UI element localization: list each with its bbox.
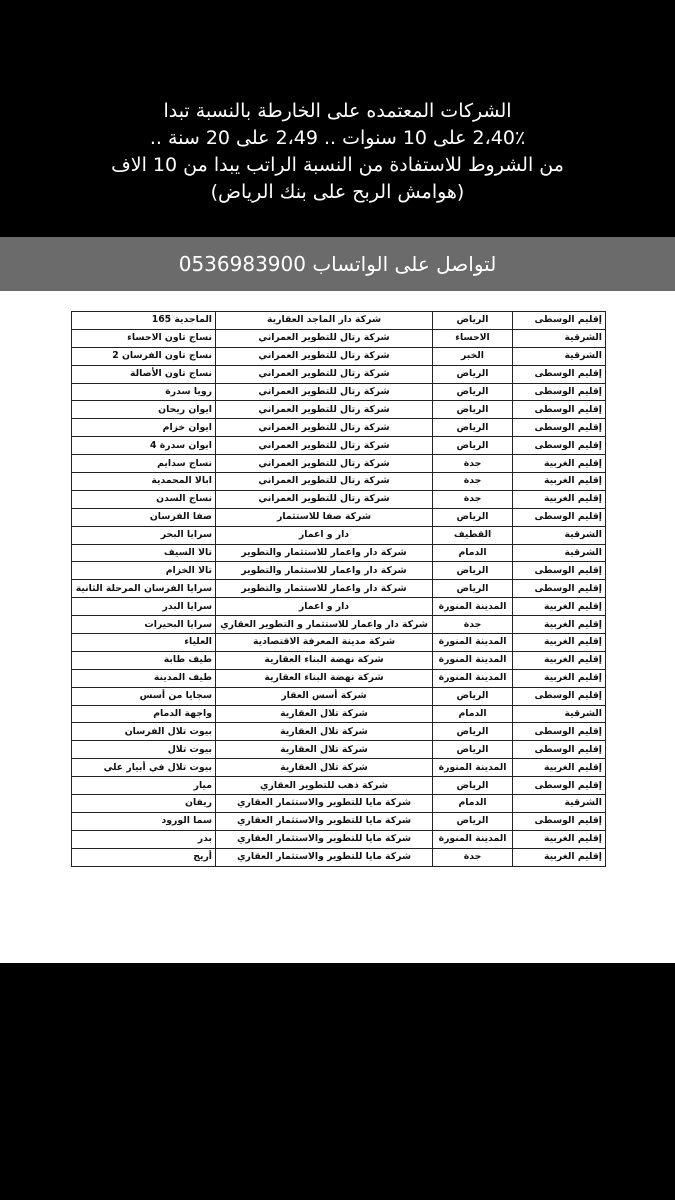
cell-project: بيوت تلال في أبيار علي xyxy=(72,759,216,777)
cell-region: إقليم الغربية xyxy=(513,490,606,508)
cell-company: شركة ذهب للتطوير العقاري xyxy=(216,777,433,795)
cell-region: الشرقية xyxy=(513,544,606,562)
cell-company: شركة صفا للاستثمار xyxy=(216,508,433,526)
cell-company: شركة دار واعمار للاستثمار والتطوير xyxy=(216,562,433,580)
cell-city: الاحساء xyxy=(433,329,513,347)
table-row xyxy=(72,490,606,508)
whatsapp-contact-banner: لتواصل على الواتساب 0536983900 xyxy=(0,237,675,291)
cell-project: نساج تاون الأصالة xyxy=(72,365,216,383)
cell-company: شركة رتال للتطوير العمراني xyxy=(216,329,433,347)
cell-region: إقليم الوسطى xyxy=(513,687,606,705)
table-row xyxy=(72,669,606,687)
cell-company: شركة تلال العقارية xyxy=(216,759,433,777)
approved-companies-table xyxy=(71,311,606,867)
header-line: من الشروط للاستفادة من النسبة الراتب يبدا من 10 الاف xyxy=(111,154,564,176)
cell-company: شركة رتال للتطوير العمراني xyxy=(216,473,433,491)
cell-region: إقليم الغربية xyxy=(513,634,606,652)
cell-city: الدمام xyxy=(433,795,513,813)
cell-city: الرياض xyxy=(433,383,513,401)
cell-project: ميار xyxy=(72,777,216,795)
cell-company: شركة رتال للتطوير العمراني xyxy=(216,490,433,508)
cell-company: دار و اعمار xyxy=(216,526,433,544)
table-row xyxy=(72,741,606,759)
table-row xyxy=(72,705,606,723)
cell-city: الرياض xyxy=(433,562,513,580)
cell-city: المدينة المنورة xyxy=(433,598,513,616)
cell-region: الشرقية xyxy=(513,329,606,347)
cell-project: أريج xyxy=(72,848,216,866)
cell-company: شركة تلال العقارية xyxy=(216,741,433,759)
table-row xyxy=(72,526,606,544)
table-row xyxy=(72,347,606,365)
cell-project: بيوت تلال الفرسان xyxy=(72,723,216,741)
cell-company: شركة رتال للتطوير العمراني xyxy=(216,365,433,383)
table-row xyxy=(72,455,606,473)
cell-city: الرياض xyxy=(433,812,513,830)
cell-city: الرياض xyxy=(433,741,513,759)
table-row xyxy=(72,759,606,777)
table-row xyxy=(72,580,606,598)
cell-company: شركة دار واعمار للاستثمار و التطوير العقاري xyxy=(216,616,433,634)
cell-project: سرايا الفرسان المرحلة الثانية xyxy=(72,580,216,598)
header-line: الشركات المعتمده على الخارطة بالنسبة تبدا xyxy=(163,100,512,122)
cell-city: المدينة المنورة xyxy=(433,669,513,687)
cell-project: واجهة الدمام xyxy=(72,705,216,723)
cell-project: الماجدية 165 xyxy=(72,312,216,330)
cell-company: شركة رتال للتطوير العمراني xyxy=(216,437,433,455)
cell-region: الشرقية xyxy=(513,795,606,813)
cell-project: ايوان سدرة 4 xyxy=(72,437,216,455)
table-row xyxy=(72,687,606,705)
header-line: 2،40٪ على 10 سنوات .. 2،49 على 20 سنة .. xyxy=(149,127,526,149)
cell-project: طيف المدينة xyxy=(72,669,216,687)
cell-city: المدينة المنورة xyxy=(433,634,513,652)
cell-region: إقليم الوسطى xyxy=(513,312,606,330)
cell-company: دار و اعمار xyxy=(216,598,433,616)
cell-company: شركة رتال للتطوير العمراني xyxy=(216,383,433,401)
cell-region: إقليم الوسطى xyxy=(513,812,606,830)
cell-company: شركة رتال للتطوير العمراني xyxy=(216,419,433,437)
document-sheet xyxy=(0,291,675,963)
cell-city: الرياض xyxy=(433,777,513,795)
cell-region: إقليم الغربية xyxy=(513,455,606,473)
cell-company: شركة تلال العقارية xyxy=(216,723,433,741)
cell-project: سرايا البحر xyxy=(72,526,216,544)
companies-table-wrapper xyxy=(71,311,606,867)
cell-city: الخبر xyxy=(433,347,513,365)
table-row xyxy=(72,848,606,866)
cell-region: إقليم الوسطى xyxy=(513,723,606,741)
cell-region: إقليم الوسطى xyxy=(513,508,606,526)
cell-company: شركة دار الماجد العقارية xyxy=(216,312,433,330)
cell-project: نساج تاون الفرسان 2 xyxy=(72,347,216,365)
cell-city: المدينة المنورة xyxy=(433,759,513,777)
cell-project: ايوان خزام xyxy=(72,419,216,437)
cell-city: الرياض xyxy=(433,401,513,419)
cell-city: الرياض xyxy=(433,437,513,455)
cell-city: جدة xyxy=(433,473,513,491)
cell-project: سرايا البدر xyxy=(72,598,216,616)
cell-company: شركة نهضة البناء العقارية xyxy=(216,651,433,669)
cell-region: إقليم الغربية xyxy=(513,651,606,669)
cell-region: إقليم الغربية xyxy=(513,616,606,634)
cell-city: جدة xyxy=(433,455,513,473)
cell-company: شركة نهضة البناء العقارية xyxy=(216,669,433,687)
cell-project: سجايا من أسس xyxy=(72,687,216,705)
cell-region: إقليم الوسطى xyxy=(513,580,606,598)
cell-project: تالا السيف xyxy=(72,544,216,562)
cell-project: سرايا البحيرات xyxy=(72,616,216,634)
cell-company: شركة تلال العقارية xyxy=(216,705,433,723)
table-row xyxy=(72,616,606,634)
cell-region: إقليم الغربية xyxy=(513,848,606,866)
table-row xyxy=(72,651,606,669)
table-row xyxy=(72,777,606,795)
cell-region: الشرقية xyxy=(513,705,606,723)
header-panel xyxy=(0,0,675,237)
cell-company: شركة رتال للتطوير العمراني xyxy=(216,347,433,365)
table-row xyxy=(72,723,606,741)
cell-region: إقليم الغربية xyxy=(513,830,606,848)
cell-region: إقليم الوسطى xyxy=(513,365,606,383)
cell-region: إقليم الغربية xyxy=(513,598,606,616)
cell-city: الرياض xyxy=(433,365,513,383)
header-line: (هوامش الربح على بنك الرياض) xyxy=(210,181,465,203)
table-row xyxy=(72,598,606,616)
table-row xyxy=(72,508,606,526)
cell-region: إقليم الوسطى xyxy=(513,437,606,455)
cell-region: إقليم الغربية xyxy=(513,759,606,777)
table-row xyxy=(72,544,606,562)
table-row xyxy=(72,329,606,347)
cell-project: تالا الخزام xyxy=(72,562,216,580)
cell-project: طيف طابة xyxy=(72,651,216,669)
cell-region: إقليم الوسطى xyxy=(513,562,606,580)
cell-project: ابالا المحمدية xyxy=(72,473,216,491)
cell-city: الرياض xyxy=(433,419,513,437)
cell-company: شركة رتال للتطوير العمراني xyxy=(216,401,433,419)
cell-project: بدر xyxy=(72,830,216,848)
cell-project: ايوان ريحان xyxy=(72,401,216,419)
cell-company: شركة مايا للتطوير والاستثمار العقاري xyxy=(216,812,433,830)
table-row xyxy=(72,795,606,813)
table-row xyxy=(72,437,606,455)
cell-company: شركة مايا للتطوير والاستثمار العقاري xyxy=(216,848,433,866)
header-text xyxy=(0,98,675,206)
table-row xyxy=(72,365,606,383)
cell-region: إقليم الوسطى xyxy=(513,419,606,437)
table-row xyxy=(72,383,606,401)
cell-city: القطيف xyxy=(433,526,513,544)
cell-project: سما الورود xyxy=(72,812,216,830)
cell-company: شركة دار واعمار للاستثمار والتطوير xyxy=(216,544,433,562)
cell-city: الرياض xyxy=(433,312,513,330)
cell-region: الشرقية xyxy=(513,526,606,544)
cell-project: صفا الفرسان xyxy=(72,508,216,526)
cell-city: جدة xyxy=(433,616,513,634)
bottom-black-area xyxy=(0,963,675,1200)
cell-city: المدينة المنورة xyxy=(433,830,513,848)
cell-city: الرياض xyxy=(433,580,513,598)
table-row xyxy=(72,419,606,437)
cell-region: إقليم الوسطى xyxy=(513,777,606,795)
cell-city: جدة xyxy=(433,848,513,866)
cell-region: إقليم الوسطى xyxy=(513,741,606,759)
cell-company: شركة دار واعمار للاستثمار والتطوير xyxy=(216,580,433,598)
cell-company: شركة مايا للتطوير والاستثمار العقاري xyxy=(216,795,433,813)
cell-company: شركة رتال للتطوير العمراني xyxy=(216,455,433,473)
table-body xyxy=(72,312,606,867)
table-row xyxy=(72,634,606,652)
cell-project: نساج تاون الاحساء xyxy=(72,329,216,347)
cell-project: بيوت تلال xyxy=(72,741,216,759)
cell-company: شركة أسس العقار xyxy=(216,687,433,705)
cell-city: جدة xyxy=(433,490,513,508)
table-row xyxy=(72,473,606,491)
cell-region: إقليم الغربية xyxy=(513,669,606,687)
table-row xyxy=(72,812,606,830)
cell-project: ريفان xyxy=(72,795,216,813)
cell-city: الدمام xyxy=(433,705,513,723)
cell-city: الرياض xyxy=(433,687,513,705)
cell-city: الدمام xyxy=(433,544,513,562)
cell-project: رويا سدرة xyxy=(72,383,216,401)
table-row xyxy=(72,401,606,419)
cell-city: المدينة المنورة xyxy=(433,651,513,669)
table-row xyxy=(72,830,606,848)
table-row xyxy=(72,562,606,580)
cell-company: شركة مايا للتطوير والاستثمار العقاري xyxy=(216,830,433,848)
cell-project: العلياء xyxy=(72,634,216,652)
cell-project: نساج سدايم xyxy=(72,455,216,473)
cell-city: الرياض xyxy=(433,723,513,741)
cell-project: نساج السدن xyxy=(72,490,216,508)
cell-company: شركة مدينة المعرفة الاقتصادية xyxy=(216,634,433,652)
cell-city: الرياض xyxy=(433,508,513,526)
table-row xyxy=(72,312,606,330)
cell-region: إقليم الوسطى xyxy=(513,383,606,401)
cell-region: إقليم الوسطى xyxy=(513,401,606,419)
cell-region: الشرقية xyxy=(513,347,606,365)
cell-region: إقليم الغربية xyxy=(513,473,606,491)
